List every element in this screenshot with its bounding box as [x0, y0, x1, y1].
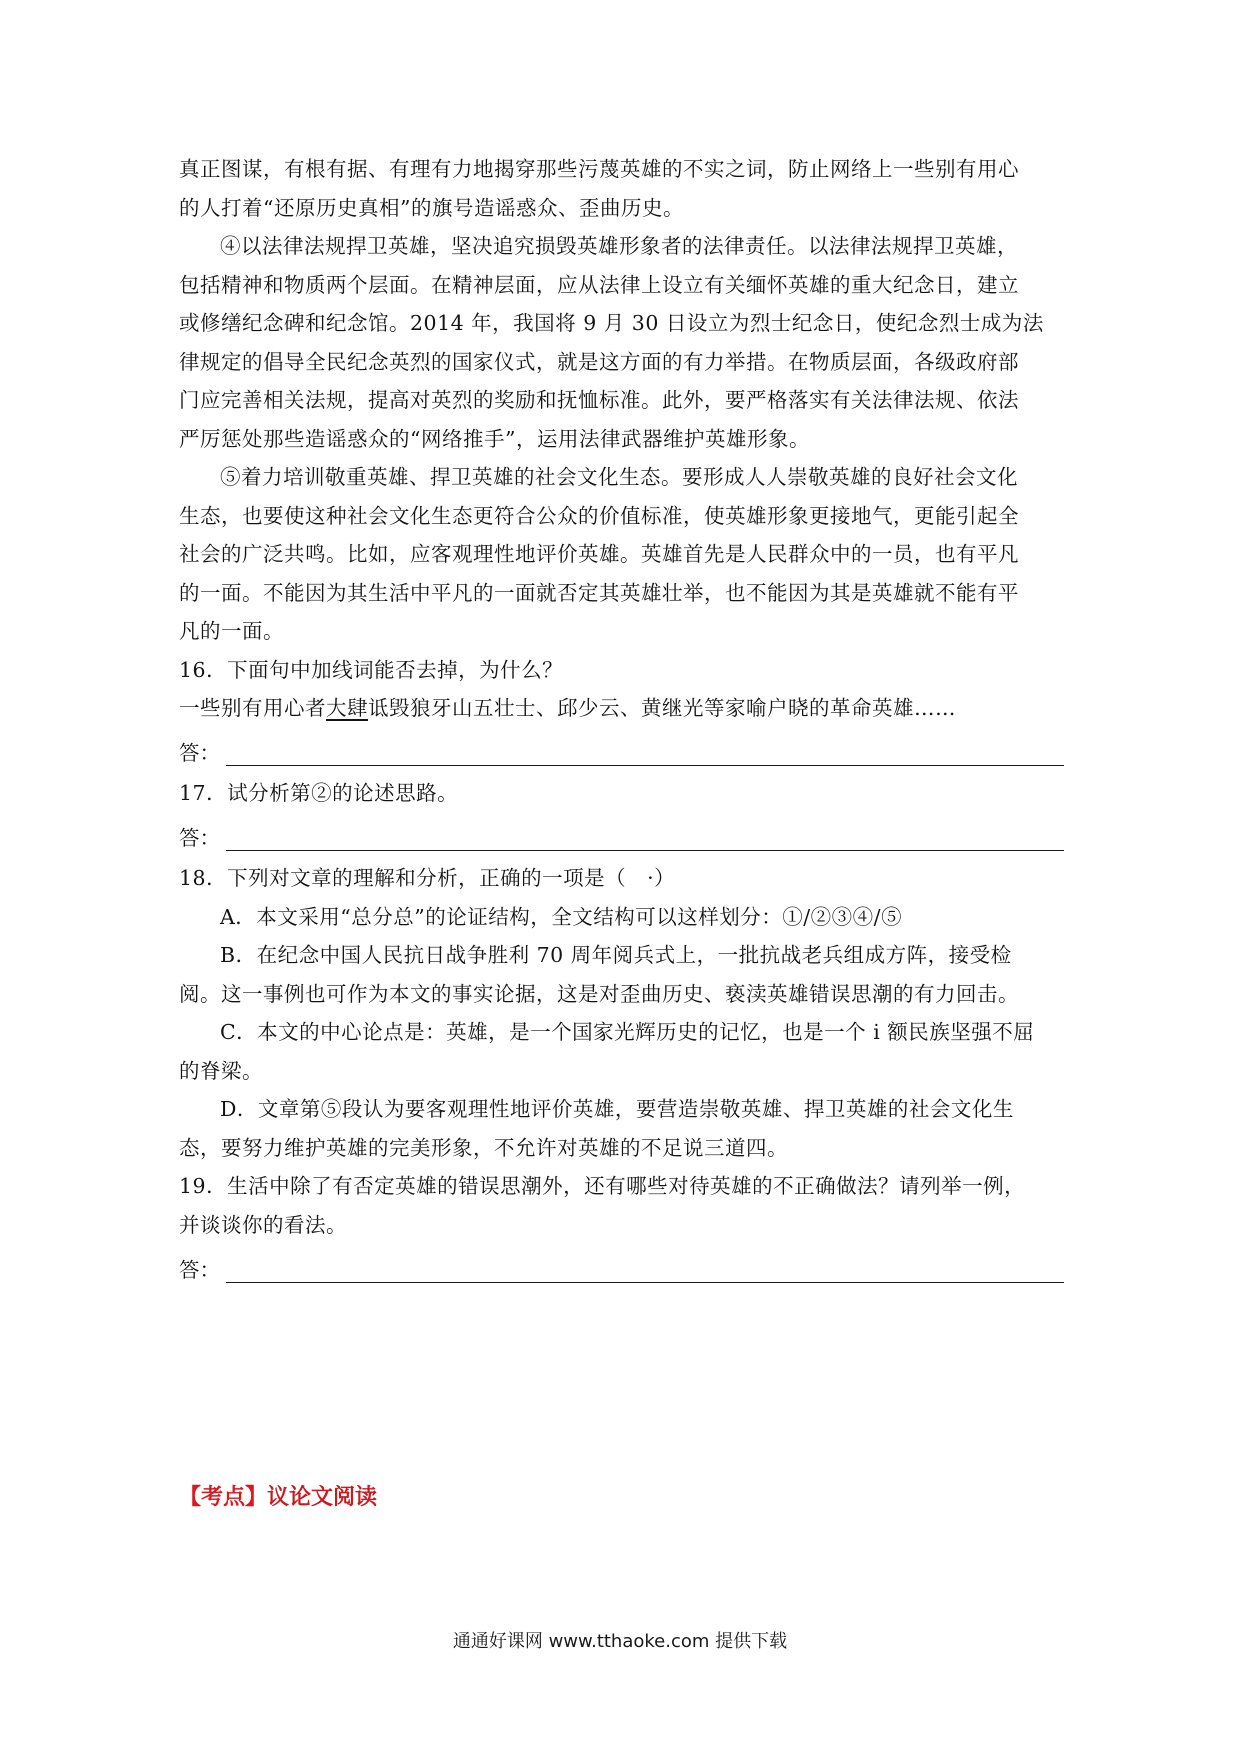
text-line: 的人打着“还原历史真相”的旗号造谣惑众、歪曲历史。 [179, 195, 684, 220]
question-stem: 18．下列对文章的理解和分析，正确的一项是（ ·） [179, 866, 676, 890]
text-line: 包括精神和物质两个层面。在精神层面，应从法律上设立有关缅怀英雄的重大纪念日，建立 [179, 272, 1019, 297]
question-16 [179, 651, 1064, 767]
text-line: 或修缮纪念碑和纪念馆。2014 年，我国将 9 月 30 日设立为烈士纪念日，使纪念烈士成为法 [179, 311, 1044, 335]
question-stem-cont: 并谈谈你的看法。 [179, 1212, 347, 1237]
answer-line [179, 1244, 1064, 1283]
text-line: 真正图谋，有根有据、有理有力地揭穿那些污蔑英雄的不实之词，防止网络上一些别有用心 [179, 157, 1019, 181]
text-line: 严厉惩处那些造谣惑众的“网络推手”，运用法律武器维护英雄形象。 [179, 426, 810, 451]
kaodian-heading [179, 1480, 377, 1511]
paragraph-4 [179, 227, 1064, 458]
kaodian-tag: 【考点】 [179, 1485, 268, 1510]
question-sentence [179, 689, 1064, 728]
text-line: ④以法律法规捍卫英雄，坚决追究损毁英雄形象者的法律责任。以法律法规捍卫英雄， [220, 234, 1018, 258]
page-footer: 通通好课网 www.tthaoke.com 提供下载 [452, 1631, 788, 1652]
answer-blank[interactable] [226, 1256, 1064, 1283]
question-stem: 16．下面句中加线词能否去掉，为什么？ [179, 657, 564, 682]
answer-blank[interactable] [226, 824, 1064, 851]
answer-label: 答： [179, 1257, 220, 1282]
text-line: 凡的一面。 [179, 619, 284, 643]
option-d-cont: 态，要努力维护英雄的完美形象，不允许对英雄的不足说三道四。 [179, 1135, 788, 1160]
question-17 [179, 774, 1064, 851]
answer-label: 答： [179, 826, 220, 850]
answer-line [179, 728, 1064, 767]
question-stem: 19．生活中除了有否定英雄的错误思潮外，还有哪些对待英雄的不正确做法？请列举一例， [179, 1174, 1026, 1198]
question-19 [179, 1167, 1064, 1283]
text-line: 门应完善相关法规，提高对英烈的奖励和抚恤标准。此外，要严格落实有关法律法规、依法 [179, 388, 1019, 412]
paragraph-3-tail [179, 150, 1064, 227]
option-b[interactable]: B．在纪念中国人民抗日战争胜利 70 周年阅兵式上，一批抗战老兵组成方阵，接受检 [220, 943, 1012, 967]
question-18 [179, 859, 1064, 1167]
option-c-cont: 的脊梁。 [179, 1058, 263, 1083]
kaodian-topic: 议论文阅读 [267, 1485, 378, 1510]
text-line: 的一面。不能因为其生活中平凡的一面就否定其英雄壮举，也不能因为其是英雄就不能有平 [179, 580, 1019, 605]
question-stem: 17．试分析第②的论述思路。 [179, 781, 459, 805]
text-line: ⑤着力培训敬重英雄、捍卫英雄的社会文化生态。要形成人人崇敬英雄的良好社会文化 [220, 465, 1018, 489]
underlined-word: 大肆 [326, 696, 368, 720]
sentence-before: 一些别有用心者 [179, 696, 326, 720]
text-line: 生态，也要使这种社会文化生态更符合公众的价值标准，使英雄形象更接地气，更能引起全 [179, 503, 1019, 528]
text-line: 社会的广泛共鸣。比如，应客观理性地评价英雄。英雄首先是人民群众中的一员，也有平凡 [179, 542, 1019, 566]
answer-blank[interactable] [226, 739, 1064, 766]
answer-line [179, 813, 1064, 852]
option-b-cont: 阅。这一事例也可作为本文的事实论据，这是对歪曲历史、亵渎英雄错误思潮的有力回击。 [179, 981, 1019, 1006]
option-d[interactable]: D．文章第⑤段认为要客观理性地评价英雄，要营造崇敬英雄、捍卫英雄的社会文化生 [220, 1097, 1014, 1121]
text-line: 律规定的倡导全民纪念英烈的国家仪式，就是这方面的有力举措。在物质层面，各级政府部 [179, 349, 1019, 374]
document-body [179, 150, 1064, 1283]
sentence-after: 诋毁狼牙山五壮士、邱少云、黄继光等家喻户晓的革命英雄…… [368, 696, 956, 720]
paragraph-5 [179, 458, 1064, 651]
answer-label: 答： [179, 741, 220, 765]
option-a[interactable]: A．本文采用“总分总”的论证结构，全文结构可以这样划分：①/②③④/⑤ [220, 904, 903, 929]
option-c[interactable]: C．本文的中心论点是：英雄，是一个国家光辉历史的记忆，也是一个 i 额民族坚强不屈 [220, 1020, 1035, 1044]
